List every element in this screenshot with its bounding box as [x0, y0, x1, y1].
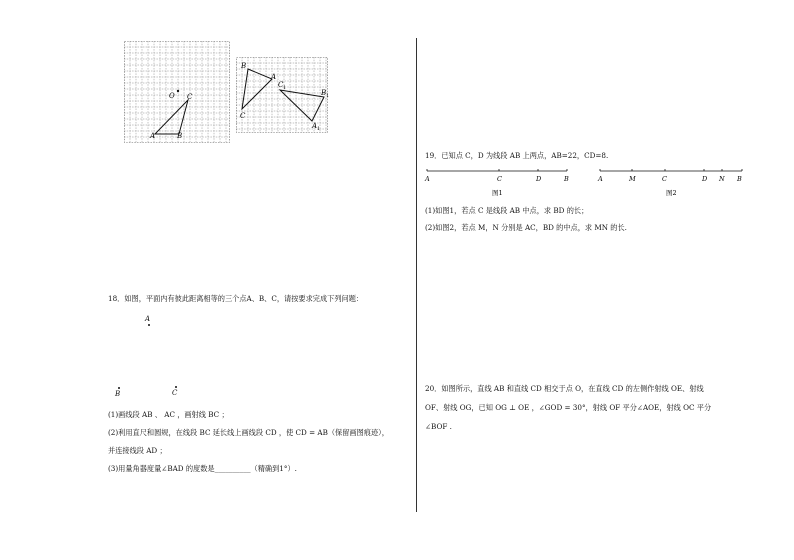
q18-point-a — [145, 315, 150, 323]
q19-task2: (2)如图2，若点 M，N 分别是 AC，BD 的中点，求 MN 的长. — [425, 223, 627, 232]
q18-label-c: C — [172, 389, 178, 397]
triangle-abc-original — [242, 69, 272, 109]
label-c1-sub: 1 — [283, 85, 287, 91]
q19-figure-2 — [596, 163, 746, 199]
label-o: O — [169, 92, 175, 100]
q18-task2b: 并连接线段 AD ； — [108, 446, 167, 455]
fig1-label-a: A — [425, 175, 430, 183]
q18-label-b: B — [115, 390, 121, 398]
column-divider — [416, 38, 417, 512]
fig1-label-c: C — [497, 175, 502, 183]
q19-task1: (1)如图1，若点 C 是线段 AB 中点，求 BD 的长； — [425, 206, 589, 215]
fig2-label-c: C — [662, 175, 667, 183]
q19-prompt: 19．已知点 C，D 为线段 AB 上两点，AB=22，CD=8. — [425, 151, 609, 160]
q20-line1: 20．如图所示，直线 AB 和直线 CD 相交于点 O，在直线 CD 的左侧作射线 OE、射线 — [425, 384, 704, 393]
label-c1: C — [278, 81, 284, 89]
q18-prompt: 18．如图，平面内有彼此距离相等的三个点A、B、C，请按要求完成下列问题： — [108, 294, 364, 303]
label-b1: B — [321, 89, 327, 97]
label-a1-sub: 1 — [317, 126, 321, 132]
grid-figure-right — [236, 57, 328, 133]
fig2-label-b: B — [737, 175, 742, 183]
fig2-label-m: M — [629, 175, 636, 183]
fig1-caption: 图1 — [492, 189, 503, 197]
label-b1-sub: 1 — [326, 93, 330, 99]
q20-line2: OF、射线 OG，已知 OG ⊥ OE ，∠GOD = 30°，射线 OF 平分∠AOE，射线 OC 平分 — [425, 403, 712, 412]
label-a: A — [271, 73, 277, 81]
q18-dot-c — [175, 386, 177, 388]
label-b: B — [177, 132, 183, 140]
label-a1: A — [312, 122, 318, 130]
q18-dot-b — [118, 387, 120, 389]
grid-figure-left — [124, 41, 230, 143]
label-c: C — [187, 93, 193, 101]
q18-task1: (1)画线段 AB 、 AC ，画射线 BC ； — [108, 410, 229, 419]
q18-task2a: (2)利用直尺和圆规，在线段 BC 延长线上画线段 CD ，使 CD = AB（保留画图痕迹）， — [108, 428, 389, 437]
label-c: C — [240, 112, 246, 120]
label-b: B — [241, 62, 247, 70]
q18-task3: (3)用量角器度量∠BAD 的度数是__________（精确到1°）. — [108, 464, 297, 473]
fig2-label-n: N — [719, 175, 725, 183]
fig1-label-b: B — [564, 175, 569, 183]
q19-figure-1 — [422, 163, 572, 199]
q20-line3: ∠BOF . — [425, 422, 452, 431]
label-a: A — [150, 132, 156, 140]
fig1-label-d: D — [536, 175, 542, 183]
fig2-label-a: A — [598, 175, 603, 183]
point-o — [177, 90, 179, 92]
q18-dot-a — [148, 324, 150, 326]
fig2-label-d: D — [702, 175, 708, 183]
triangle-a1b1c1 — [280, 89, 327, 121]
q18-label-a: A — [145, 315, 151, 323]
fig2-caption: 图2 — [666, 189, 677, 197]
